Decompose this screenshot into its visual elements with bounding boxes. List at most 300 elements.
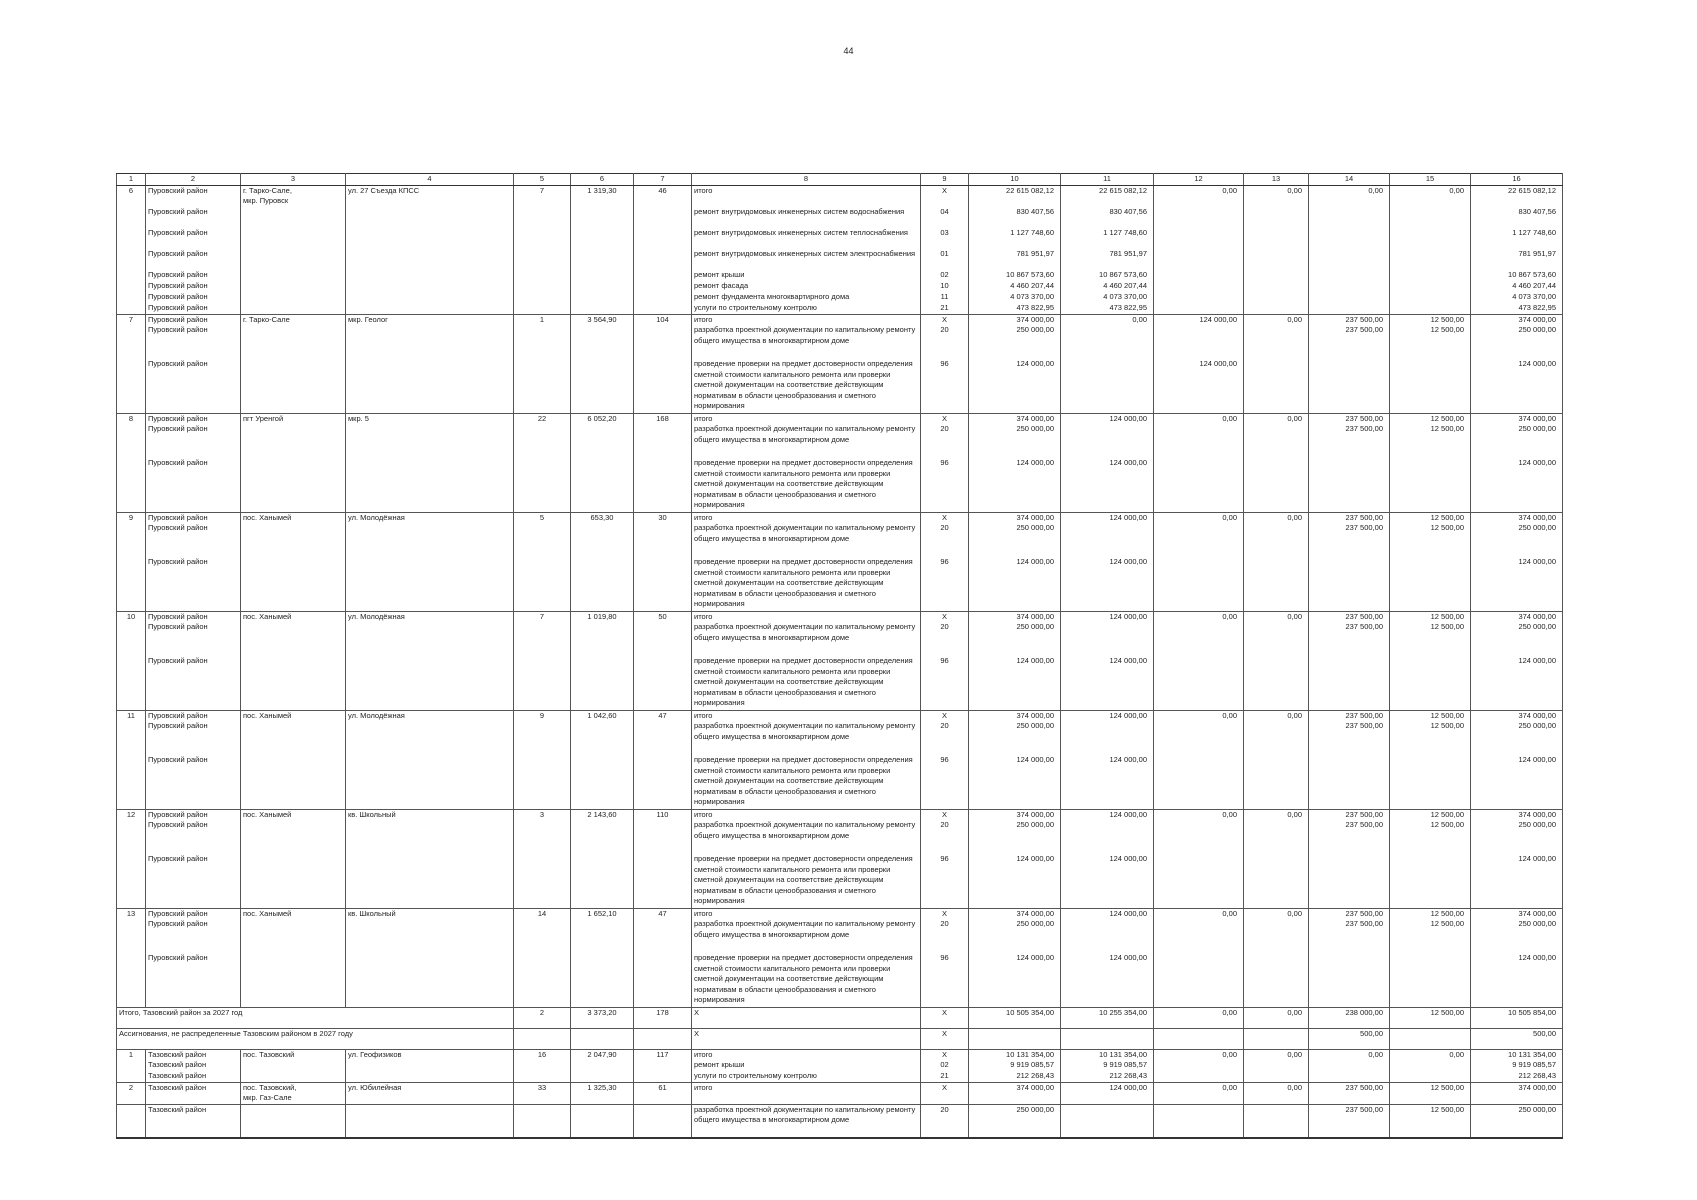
col16-cell: 124 000,00 (1471, 755, 1563, 809)
col13-cell (1244, 424, 1309, 458)
col14-cell (1309, 755, 1390, 809)
table-row (117, 1071, 1563, 1082)
residents-cell (634, 359, 692, 413)
row-number-cell (117, 1060, 146, 1071)
total-cost-cell: 10 867 573,60 (969, 270, 1061, 281)
area-cell (571, 281, 634, 292)
total-cost-cell: 374 000,00 (969, 908, 1061, 919)
area-cell: 1 042,60 (571, 710, 634, 721)
col12-cell (1154, 281, 1244, 292)
area-cell: 653,30 (571, 512, 634, 523)
col15-cell (1390, 755, 1471, 809)
street-cell (346, 281, 514, 292)
col12-cell: 0,00 (1154, 512, 1244, 523)
col15-cell (1390, 1028, 1471, 1049)
work-type-cell: разработка проектной документации по капитальному ремонту общего имущества в многоквартирном доме (692, 523, 921, 557)
fund-cost-cell (1061, 1028, 1154, 1049)
header-cell: 3 (241, 174, 346, 186)
house-number-cell (514, 820, 571, 854)
area-cell (571, 854, 634, 908)
house-number-cell (514, 228, 571, 249)
col15-cell (1390, 953, 1471, 1007)
table-row (117, 325, 1563, 359)
table-row (117, 953, 1563, 1007)
row-number-cell (117, 820, 146, 854)
col12-cell: 0,00 (1154, 413, 1244, 424)
row-number-cell: 10 (117, 611, 146, 622)
table-row (117, 359, 1563, 413)
district-cell: Пуровский район (146, 908, 241, 919)
col13-cell (1244, 1104, 1309, 1138)
street-cell: ул. Молодёжная (346, 512, 514, 523)
col12-cell (1154, 1060, 1244, 1071)
work-code-cell: 96 (921, 557, 969, 611)
settlement-cell (241, 854, 346, 908)
col13-cell: 0,00 (1244, 185, 1309, 207)
settlement-cell (241, 656, 346, 710)
work-code-cell: 96 (921, 656, 969, 710)
total-cost-cell: 374 000,00 (969, 512, 1061, 523)
settlement-cell (241, 424, 346, 458)
col16-cell: 250 000,00 (1471, 919, 1563, 953)
fund-cost-cell (1061, 919, 1154, 953)
col13-cell: 0,00 (1244, 512, 1309, 523)
work-code-cell: Х (921, 1082, 969, 1104)
house-number-cell: 7 (514, 611, 571, 622)
table-row (117, 820, 1563, 854)
district-cell: Пуровский район (146, 953, 241, 1007)
col12-cell: 0,00 (1154, 1007, 1244, 1028)
col12-cell (1154, 458, 1244, 512)
col15-cell (1390, 281, 1471, 292)
work-type-cell: проведение проверки на предмет достоверности определения сметной стоимости капитального ремонта или проверки сметной документации на соответствие действующим нормативам в области ценообразования и сметного нормирования (692, 953, 921, 1007)
col16-cell: 781 951,97 (1471, 249, 1563, 270)
house-number-cell: 3 (514, 809, 571, 820)
work-type-cell: Х (692, 1028, 921, 1049)
work-type-cell: итого (692, 710, 921, 721)
col16-cell: 250 000,00 (1471, 1104, 1563, 1138)
col12-cell (1154, 303, 1244, 314)
work-code-cell: Х (921, 314, 969, 325)
settlement-cell (241, 458, 346, 512)
col14-cell: 237 500,00 (1309, 908, 1390, 919)
col12-cell (1154, 292, 1244, 303)
residents-cell (634, 721, 692, 755)
residents-cell: 110 (634, 809, 692, 820)
register-table (116, 173, 1563, 1139)
house-number-cell (514, 656, 571, 710)
area-cell: 2 143,60 (571, 809, 634, 820)
district-cell: Пуровский район (146, 281, 241, 292)
work-type-cell: разработка проектной документации по капитальному ремонту общего имущества в многоквартирном доме (692, 424, 921, 458)
col12-cell (1154, 207, 1244, 228)
row-number-cell (117, 919, 146, 953)
total-cost-cell: 9 919 085,57 (969, 1060, 1061, 1071)
fund-cost-cell: 124 000,00 (1061, 710, 1154, 721)
work-code-cell: Х (921, 413, 969, 424)
settlement-cell (241, 281, 346, 292)
table-row (117, 185, 1563, 207)
col13-cell (1244, 325, 1309, 359)
work-code-cell: 02 (921, 270, 969, 281)
street-cell (346, 424, 514, 458)
work-type-cell: ремонт крыши (692, 1060, 921, 1071)
col14-cell: 237 500,00 (1309, 611, 1390, 622)
col12-cell (1154, 721, 1244, 755)
table-row (117, 1082, 1563, 1104)
row-number-cell (117, 249, 146, 270)
work-code-cell: 20 (921, 820, 969, 854)
table-row (117, 424, 1563, 458)
col12-cell (1154, 622, 1244, 656)
settlement-cell (241, 523, 346, 557)
work-code-cell: 20 (921, 721, 969, 755)
district-cell: Пуровский район (146, 523, 241, 557)
fund-cost-cell (1061, 359, 1154, 413)
street-cell (346, 228, 514, 249)
total-cost-cell: 1 127 748,60 (969, 228, 1061, 249)
col15-cell: 12 500,00 (1390, 809, 1471, 820)
district-cell: Пуровский район (146, 249, 241, 270)
street-cell (346, 523, 514, 557)
col15-cell: 12 500,00 (1390, 314, 1471, 325)
col12-cell (1154, 656, 1244, 710)
work-code-cell: 04 (921, 207, 969, 228)
street-cell (346, 721, 514, 755)
header-cell: 4 (346, 174, 514, 186)
row-number-cell: 7 (117, 314, 146, 325)
district-cell: Пуровский район (146, 854, 241, 908)
area-cell (571, 919, 634, 953)
row-number-cell (117, 953, 146, 1007)
settlement-cell: пгт Уренгой (241, 413, 346, 424)
area-cell (571, 656, 634, 710)
work-code-cell: 21 (921, 303, 969, 314)
header-cell: 8 (692, 174, 921, 186)
col16-cell: 374 000,00 (1471, 314, 1563, 325)
house-number-cell (514, 359, 571, 413)
row-number-cell (117, 721, 146, 755)
work-code-cell: Х (921, 185, 969, 207)
area-cell: 1 319,30 (571, 185, 634, 207)
table-row (117, 710, 1563, 721)
district-cell: Пуровский район (146, 228, 241, 249)
district-cell: Пуровский район (146, 710, 241, 721)
area-cell (571, 458, 634, 512)
settlement-cell: пос. Ханымей (241, 611, 346, 622)
col14-cell (1309, 270, 1390, 281)
district-cell: Пуровский район (146, 413, 241, 424)
row-number-cell (117, 281, 146, 292)
col12-cell: 0,00 (1154, 185, 1244, 207)
house-number-cell: 5 (514, 512, 571, 523)
work-type-cell: ремонт внутридомовых инженерных систем электроснабжения (692, 249, 921, 270)
residents-cell (634, 755, 692, 809)
street-cell (346, 755, 514, 809)
work-type-cell: услуги по строительному контролю (692, 303, 921, 314)
col15-cell: 12 500,00 (1390, 1104, 1471, 1138)
residents-cell (634, 325, 692, 359)
settlement-cell: пос. Ханымей (241, 512, 346, 523)
col15-cell (1390, 1060, 1471, 1071)
table-row (117, 557, 1563, 611)
street-cell: ул. Геофизиков (346, 1049, 514, 1060)
street-cell: кв. Школьный (346, 809, 514, 820)
street-cell (346, 292, 514, 303)
header-cell: 6 (571, 174, 634, 186)
col14-cell (1309, 207, 1390, 228)
house-number-cell (514, 919, 571, 953)
col14-cell (1309, 303, 1390, 314)
col12-cell (1154, 325, 1244, 359)
area-cell (571, 325, 634, 359)
house-number-cell: 9 (514, 710, 571, 721)
table-row (117, 1060, 1563, 1071)
house-number-cell (514, 721, 571, 755)
table-row (117, 523, 1563, 557)
area-cell (571, 359, 634, 413)
col13-cell (1244, 292, 1309, 303)
fund-cost-cell (1061, 424, 1154, 458)
house-number-cell (514, 854, 571, 908)
row-number-cell (117, 303, 146, 314)
table-row (117, 755, 1563, 809)
total-cost-cell: 22 615 082,12 (969, 185, 1061, 207)
house-number-cell (514, 523, 571, 557)
fund-cost-cell: 124 000,00 (1061, 656, 1154, 710)
col14-cell: 237 500,00 (1309, 919, 1390, 953)
settlement-cell (241, 270, 346, 281)
district-cell: Пуровский район (146, 424, 241, 458)
col13-cell (1244, 1071, 1309, 1082)
col12-cell (1154, 228, 1244, 249)
district-cell: Пуровский район (146, 314, 241, 325)
area-cell (571, 755, 634, 809)
col13-cell: 0,00 (1244, 710, 1309, 721)
col15-cell: 12 500,00 (1390, 413, 1471, 424)
col14-cell: 237 500,00 (1309, 809, 1390, 820)
total-cost-cell: 124 000,00 (969, 359, 1061, 413)
residents-cell (634, 249, 692, 270)
work-code-cell: Х (921, 611, 969, 622)
residents-cell: 104 (634, 314, 692, 325)
work-code-cell: 10 (921, 281, 969, 292)
work-type-cell: проведение проверки на предмет достоверности определения сметной стоимости капитального ремонта или проверки сметной документации на соответствие действующим нормативам в области ценообразования и сметного нормирования (692, 656, 921, 710)
settlement-cell (241, 325, 346, 359)
table-row (117, 656, 1563, 710)
work-type-cell: итого (692, 512, 921, 523)
col16-cell: 500,00 (1471, 1028, 1563, 1049)
district-cell: Пуровский район (146, 820, 241, 854)
summary-label-cell: Итого, Тазовский район за 2027 год (117, 1007, 514, 1028)
table-row (117, 458, 1563, 512)
row-number-cell: 8 (117, 413, 146, 424)
col14-cell (1309, 249, 1390, 270)
col15-cell (1390, 228, 1471, 249)
settlement-cell (241, 919, 346, 953)
street-cell: ул. Молодёжная (346, 611, 514, 622)
total-cost-cell: 830 407,56 (969, 207, 1061, 228)
work-type-cell: услуги по строительному контролю (692, 1071, 921, 1082)
total-cost-cell: 124 000,00 (969, 854, 1061, 908)
fund-cost-cell: 124 000,00 (1061, 611, 1154, 622)
col16-cell: 10 505 854,00 (1471, 1007, 1563, 1028)
row-number-cell (117, 656, 146, 710)
residents-cell (634, 292, 692, 303)
house-number-cell: 16 (514, 1049, 571, 1060)
col13-cell (1244, 820, 1309, 854)
row-number-cell (117, 854, 146, 908)
col12-cell (1154, 953, 1244, 1007)
col14-cell: 237 500,00 (1309, 622, 1390, 656)
col12-cell (1154, 820, 1244, 854)
col16-cell: 374 000,00 (1471, 611, 1563, 622)
house-number-cell (514, 281, 571, 292)
house-number-cell (514, 207, 571, 228)
street-cell (346, 854, 514, 908)
total-cost-cell: 124 000,00 (969, 458, 1061, 512)
area-cell (571, 622, 634, 656)
col15-cell: 12 500,00 (1390, 721, 1471, 755)
street-cell (346, 1060, 514, 1071)
house-number-cell (514, 622, 571, 656)
area-cell (571, 292, 634, 303)
work-type-cell: проведение проверки на предмет достоверности определения сметной стоимости капитального ремонта или проверки сметной документации на соответствие действующим нормативам в области ценообразования и сметного нормирования (692, 854, 921, 908)
residents-cell (634, 424, 692, 458)
col15-cell: 12 500,00 (1390, 1007, 1471, 1028)
district-cell: Тазовский район (146, 1082, 241, 1104)
fund-cost-cell: 10 867 573,60 (1061, 270, 1154, 281)
table-row (117, 249, 1563, 270)
work-type-cell: разработка проектной документации по капитальному ремонту общего имущества в многоквартирном доме (692, 325, 921, 359)
col12-cell (1154, 270, 1244, 281)
work-code-cell: Х (921, 809, 969, 820)
col13-cell: 0,00 (1244, 1049, 1309, 1060)
residents-cell (634, 1060, 692, 1071)
total-cost-cell: 250 000,00 (969, 523, 1061, 557)
district-cell: Пуровский район (146, 512, 241, 523)
work-type-cell: разработка проектной документации по капитальному ремонту общего имущества в многоквартирном доме (692, 919, 921, 953)
col16-cell: 1 127 748,60 (1471, 228, 1563, 249)
row-number-cell (117, 228, 146, 249)
col14-cell (1309, 359, 1390, 413)
col13-cell: 0,00 (1244, 314, 1309, 325)
table-row (117, 228, 1563, 249)
district-cell: Пуровский район (146, 809, 241, 820)
residents-cell (634, 458, 692, 512)
district-cell: Тазовский район (146, 1060, 241, 1071)
residents-cell (634, 303, 692, 314)
col15-cell: 12 500,00 (1390, 424, 1471, 458)
work-code-cell: 20 (921, 523, 969, 557)
house-number-cell (514, 1071, 571, 1082)
col15-cell (1390, 303, 1471, 314)
col14-cell: 237 500,00 (1309, 523, 1390, 557)
work-type-cell: ремонт фундамента многоквартирного дома (692, 292, 921, 303)
area-cell (571, 424, 634, 458)
col13-cell (1244, 207, 1309, 228)
col16-cell: 250 000,00 (1471, 622, 1563, 656)
col16-cell: 124 000,00 (1471, 656, 1563, 710)
row-number-cell (117, 622, 146, 656)
work-type-cell: проведение проверки на предмет достоверности определения сметной стоимости капитального ремонта или проверки сметной документации на соответствие действующим нормативам в области ценообразования и сметного нормирования (692, 359, 921, 413)
settlement-cell: г. Тарко-Сале (241, 314, 346, 325)
work-type-cell: итого (692, 908, 921, 919)
col12-cell: 124 000,00 (1154, 314, 1244, 325)
col14-cell: 237 500,00 (1309, 820, 1390, 854)
residents-cell (634, 523, 692, 557)
col14-cell (1309, 854, 1390, 908)
col13-cell: 0,00 (1244, 908, 1309, 919)
header-cell: 12 (1154, 174, 1244, 186)
col14-cell (1309, 1060, 1390, 1071)
col15-cell (1390, 1071, 1471, 1082)
work-code-cell: 96 (921, 953, 969, 1007)
area-cell (571, 270, 634, 281)
col16-cell: 374 000,00 (1471, 512, 1563, 523)
street-cell (346, 919, 514, 953)
row-number-cell (117, 325, 146, 359)
col15-cell: 12 500,00 (1390, 919, 1471, 953)
district-cell: Тазовский район (146, 1104, 241, 1138)
table-row (117, 512, 1563, 523)
col16-cell: 374 000,00 (1471, 413, 1563, 424)
district-cell: Пуровский район (146, 458, 241, 512)
house-number-cell (514, 292, 571, 303)
district-cell: Тазовский район (146, 1049, 241, 1060)
col13-cell: 0,00 (1244, 809, 1309, 820)
row-number-cell (117, 523, 146, 557)
total-cost-cell: 250 000,00 (969, 1104, 1061, 1138)
settlement-cell (241, 721, 346, 755)
fund-cost-cell: 1 127 748,60 (1061, 228, 1154, 249)
col15-cell (1390, 270, 1471, 281)
col12-cell: 0,00 (1154, 710, 1244, 721)
residents-cell: 47 (634, 908, 692, 919)
fund-cost-cell: 4 460 207,44 (1061, 281, 1154, 292)
district-cell: Пуровский район (146, 185, 241, 207)
col16-cell: 124 000,00 (1471, 359, 1563, 413)
col13-cell: 0,00 (1244, 1082, 1309, 1104)
street-cell (346, 557, 514, 611)
col15-cell: 12 500,00 (1390, 523, 1471, 557)
fund-cost-cell: 781 951,97 (1061, 249, 1154, 270)
total-cost-cell: 374 000,00 (969, 314, 1061, 325)
residents-cell: 178 (634, 1007, 692, 1028)
settlement-cell (241, 228, 346, 249)
area-cell: 3 373,20 (571, 1007, 634, 1028)
col14-cell (1309, 281, 1390, 292)
work-type-cell: ремонт крыши (692, 270, 921, 281)
col12-cell (1154, 1071, 1244, 1082)
fund-cost-cell: 4 073 370,00 (1061, 292, 1154, 303)
fund-cost-cell: 10 255 354,00 (1061, 1007, 1154, 1028)
fund-cost-cell: 124 000,00 (1061, 809, 1154, 820)
col14-cell: 237 500,00 (1309, 512, 1390, 523)
work-code-cell: 02 (921, 1060, 969, 1071)
col13-cell: 0,00 (1244, 1007, 1309, 1028)
residents-cell: 46 (634, 185, 692, 207)
district-cell: Пуровский район (146, 359, 241, 413)
col16-cell: 124 000,00 (1471, 953, 1563, 1007)
area-cell: 1 652,10 (571, 908, 634, 919)
area-cell (571, 953, 634, 1007)
street-cell (346, 207, 514, 228)
house-number-cell (514, 1104, 571, 1138)
residents-cell (634, 953, 692, 1007)
work-code-cell: 03 (921, 228, 969, 249)
table-row (117, 270, 1563, 281)
